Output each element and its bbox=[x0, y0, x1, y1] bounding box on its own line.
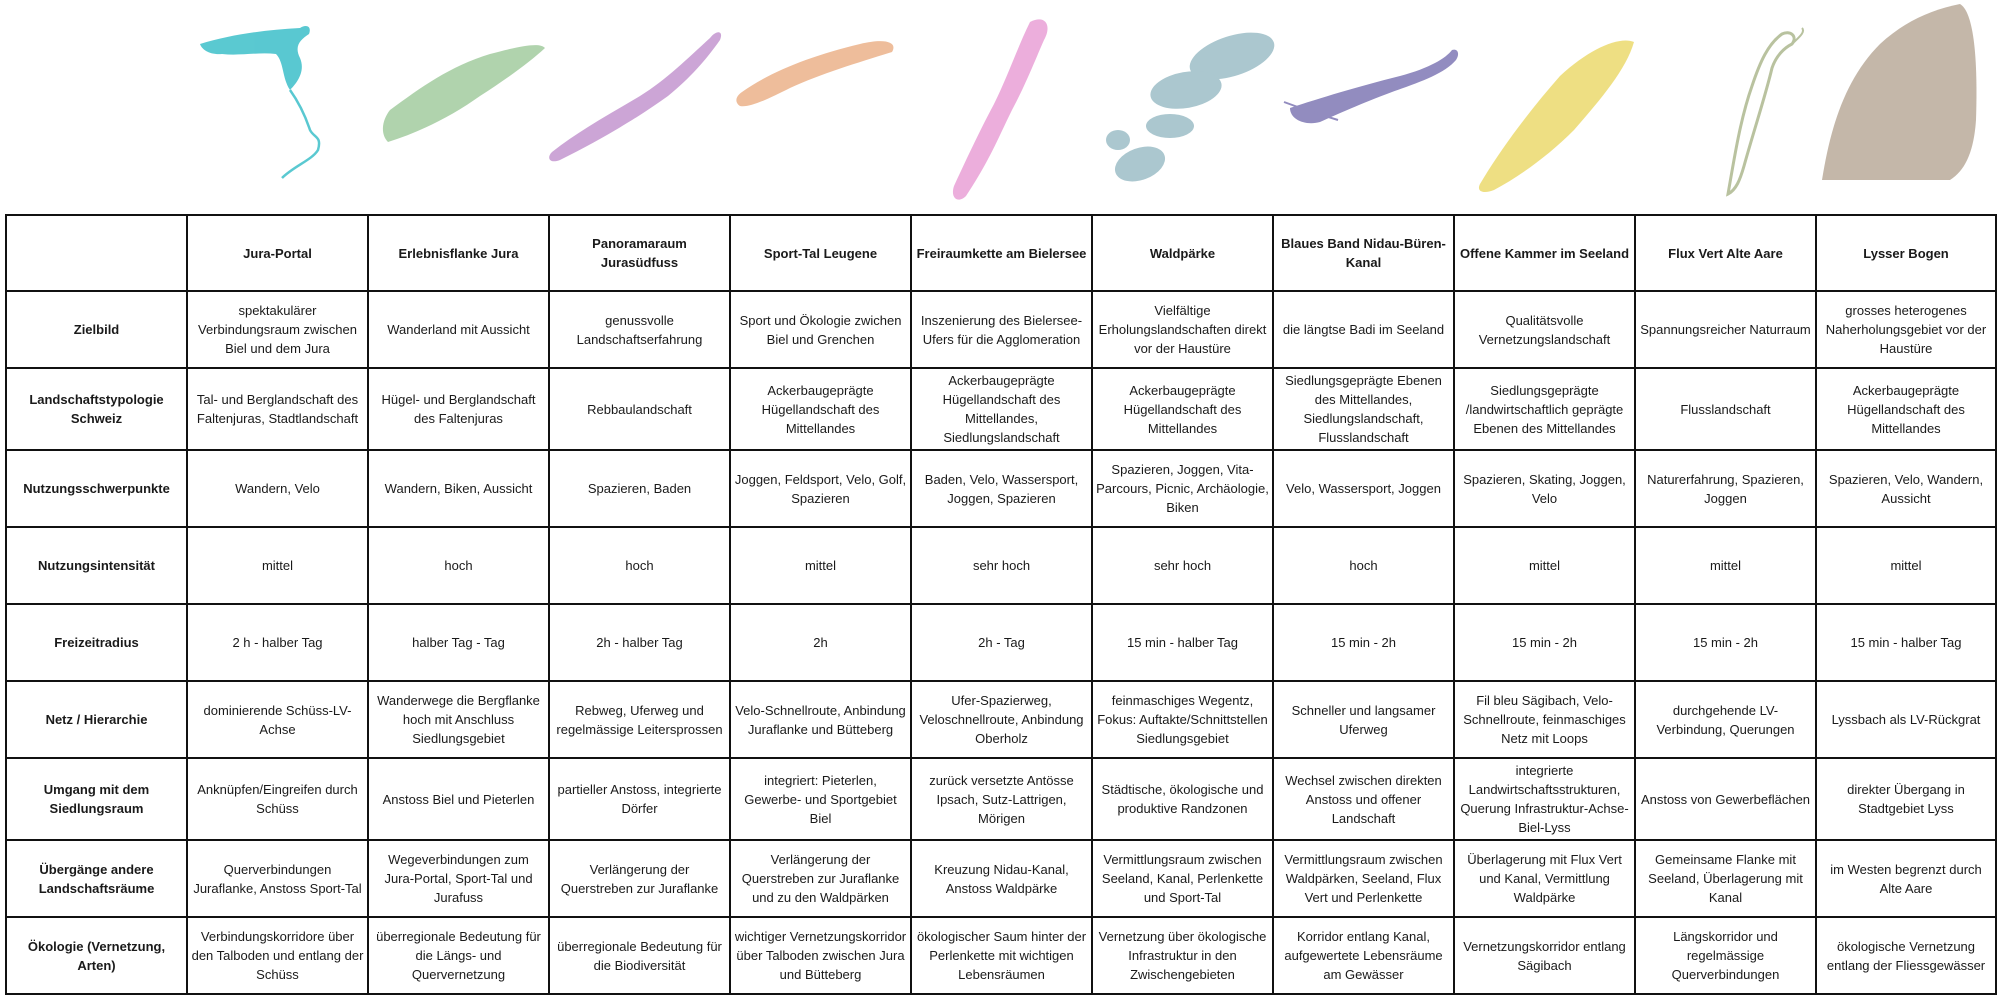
table-cell: Vermittlungsraum zwischen Seeland, Kanal, Perlenkette und Sport-Tal bbox=[1092, 840, 1273, 917]
freiraumkette-shape bbox=[953, 19, 1048, 199]
table-cell: ökologischer Saum hinter der Perlenkette mit wichtigen Lebensräumen bbox=[911, 917, 1092, 994]
landscape-shapes-strip bbox=[0, 0, 2000, 210]
table-cell: partieller Anstoss, integrierte Dörfer bbox=[549, 758, 730, 840]
table-row bbox=[6, 291, 1996, 368]
row-header: Nutzungsintensität bbox=[6, 527, 187, 604]
table-cell: spektakulärer Verbindungsraum zwischen Biel und dem Jura bbox=[187, 291, 368, 368]
table-cell: Vernetzung über ökologische Infrastruktur in den Zwischengebieten bbox=[1092, 917, 1273, 994]
table-cell: hoch bbox=[368, 527, 549, 604]
table-cell: sehr hoch bbox=[911, 527, 1092, 604]
table-row bbox=[6, 527, 1996, 604]
table-cell: Fil bleu Sägibach, Velo-Schnellroute, feinmaschiges Netz mit Loops bbox=[1454, 681, 1635, 758]
table-cell: Spazieren, Velo, Wandern, Aussicht bbox=[1816, 450, 1996, 527]
table-cell: Velo-Schnellroute, Anbindung Juraflanke und Bütteberg bbox=[730, 681, 911, 758]
table-cell: Ackerbaugeprägte Hügellandschaft des Mittellandes bbox=[1092, 368, 1273, 450]
table-cell: Anknüpfen/Eingreifen durch Schüss bbox=[187, 758, 368, 840]
table-cell: überregionale Bedeutung für die Biodiversität bbox=[549, 917, 730, 994]
table-cell: Verlängerung der Querstreben zur Juraflanke bbox=[549, 840, 730, 917]
flux-vert-shape bbox=[1728, 28, 1803, 194]
row-header: Übergänge andere Landschaftsräume bbox=[6, 840, 187, 917]
table-cell: Tal- und Berglandschaft des Faltenjuras, Stadtlandschaft bbox=[187, 368, 368, 450]
table-cell: Ackerbaugeprägte Hügellandschaft des Mittellandes bbox=[730, 368, 911, 450]
table-cell: 2 h - halber Tag bbox=[187, 604, 368, 681]
column-header: Jura-Portal bbox=[187, 215, 368, 291]
table-cell: Spazieren, Skating, Joggen, Velo bbox=[1454, 450, 1635, 527]
row-header: Freizeitradius bbox=[6, 604, 187, 681]
table-cell: Spazieren, Joggen, Vita-Parcours, Picnic, Archäologie, Biken bbox=[1092, 450, 1273, 527]
column-header: Lysser Bogen bbox=[1816, 215, 1996, 291]
table-cell: Wandern, Biken, Aussicht bbox=[368, 450, 549, 527]
table-cell: Rebweg, Uferweg und regelmässige Leitersprossen bbox=[549, 681, 730, 758]
table-row bbox=[6, 917, 1996, 994]
table-cell: Naturerfahrung, Spazieren, Joggen bbox=[1635, 450, 1816, 527]
table-cell: Spannungsreicher Naturraum bbox=[1635, 291, 1816, 368]
table-cell: Spazieren, Baden bbox=[549, 450, 730, 527]
table-cell: 15 min - 2h bbox=[1273, 604, 1454, 681]
row-header: Umgang mit dem Siedlungsraum bbox=[6, 758, 187, 840]
table-cell: dominierende Schüss-LV-Achse bbox=[187, 681, 368, 758]
row-header: Ökologie (Vernetzung, Arten) bbox=[6, 917, 187, 994]
table-cell: Wegeverbindungen zum Jura-Portal, Sport-Tal und Jurafuss bbox=[368, 840, 549, 917]
table-cell: Vielfältige Erholungslandschaften direkt vor der Haustüre bbox=[1092, 291, 1273, 368]
table-cell: Hügel- und Berglandschaft des Faltenjuras bbox=[368, 368, 549, 450]
blaues-band-shape bbox=[1284, 50, 1458, 124]
table-row bbox=[6, 604, 1996, 681]
table-cell: im Westen begrenzt durch Alte Aare bbox=[1816, 840, 1996, 917]
table-cell: Ackerbaugeprägte Hügellandschaft des Mittellandes bbox=[1816, 368, 1996, 450]
row-header: Netz / Hierarchie bbox=[6, 681, 187, 758]
table-cell: wichtiger Vernetzungskorridor über Talboden zwischen Jura und Bütteberg bbox=[730, 917, 911, 994]
table-cell: zurück versetzte Antösse Ipsach, Sutz-Lattrigen, Mörigen bbox=[911, 758, 1092, 840]
sport-tal-shape bbox=[736, 41, 893, 106]
table-cell: Wandern, Velo bbox=[187, 450, 368, 527]
table-cell: Wanderwege die Bergflanke hoch mit Anschluss Siedlungsgebiet bbox=[368, 681, 549, 758]
corner-cell bbox=[6, 215, 187, 291]
table-cell: Korridor entlang Kanal, aufgewertete Lebensräume am Gewässer bbox=[1273, 917, 1454, 994]
table-cell: Rebbaulandschaft bbox=[549, 368, 730, 450]
table-cell: 2h bbox=[730, 604, 911, 681]
table-cell: Baden, Velo, Wassersport, Joggen, Spazieren bbox=[911, 450, 1092, 527]
table-cell: Anstoss Biel und Pieterlen bbox=[368, 758, 549, 840]
table-cell: halber Tag - Tag bbox=[368, 604, 549, 681]
table-cell: Querverbindungen Juraflanke, Anstoss Sport-Tal bbox=[187, 840, 368, 917]
column-header: Freiraumkette am Bielersee bbox=[911, 215, 1092, 291]
table-cell: Qualitätsvolle Vernetzungslandschaft bbox=[1454, 291, 1635, 368]
table-cell: Joggen, Feldsport, Velo, Golf, Spazieren bbox=[730, 450, 911, 527]
table-cell: mittel bbox=[187, 527, 368, 604]
row-header: Landschaftstypologie Schweiz bbox=[6, 368, 187, 450]
table-cell: Städtische, ökologische und produktive Randzonen bbox=[1092, 758, 1273, 840]
table-cell: mittel bbox=[1635, 527, 1816, 604]
table-row bbox=[6, 840, 1996, 917]
table-cell: Vernetzungskorridor entlang Sägibach bbox=[1454, 917, 1635, 994]
table-cell: 15 min - halber Tag bbox=[1816, 604, 1996, 681]
table-cell: integriert: Pieterlen, Gewerbe- und Sportgebiet Biel bbox=[730, 758, 911, 840]
table-cell: Verbindungskorridore über den Talboden und entlang der Schüss bbox=[187, 917, 368, 994]
table-cell: feinmaschiges Wegentz, Fokus: Auftakte/Schnittstellen Siedlungsgebiet bbox=[1092, 681, 1273, 758]
column-header: Flux Vert Alte Aare bbox=[1635, 215, 1816, 291]
table-row bbox=[6, 450, 1996, 527]
table-cell: durchgehende LV-Verbindung, Querungen bbox=[1635, 681, 1816, 758]
table-cell: mittel bbox=[730, 527, 911, 604]
table-cell: Überlagerung mit Flux Vert und Kanal, Vermittlung Waldpärke bbox=[1454, 840, 1635, 917]
table-cell: genussvolle Landschaftserfahrung bbox=[549, 291, 730, 368]
table-cell: Längskorridor und regelmässige Querverbindungen bbox=[1635, 917, 1816, 994]
table-cell: integrierte Landwirtschaftsstrukturen, Querung Infrastruktur-Achse-Biel-Lyss bbox=[1454, 758, 1635, 840]
panoramaraum-shape bbox=[549, 32, 721, 161]
erlebnisflanke-shape bbox=[383, 45, 545, 142]
table-cell: Inszenierung des Bielersee-Ufers für die Agglomeration bbox=[911, 291, 1092, 368]
table-cell: Lyssbach als LV-Rückgrat bbox=[1816, 681, 1996, 758]
table-cell: 15 min - 2h bbox=[1454, 604, 1635, 681]
table-cell: Ufer-Spazierweg, Veloschnellroute, Anbindung Oberholz bbox=[911, 681, 1092, 758]
table-cell: hoch bbox=[549, 527, 730, 604]
table-cell: Wanderland mit Aussicht bbox=[368, 291, 549, 368]
table-row bbox=[6, 368, 1996, 450]
table-cell: Siedlungsgeprägte /landwirtschaftlich geprägte Ebenen des Mittellandes bbox=[1454, 368, 1635, 450]
jura-portal-shape bbox=[200, 26, 319, 178]
table-cell: ökologische Vernetzung entlang der Fliessgewässer bbox=[1816, 917, 1996, 994]
column-header: Panoramaraum Jurasüdfuss bbox=[549, 215, 730, 291]
waldpaerke-shape bbox=[1106, 23, 1280, 188]
table-cell: 2h - Tag bbox=[911, 604, 1092, 681]
table-cell: grosses heterogenes Naherholungsgebiet vor der Haustüre bbox=[1816, 291, 1996, 368]
column-header: Sport-Tal Leugene bbox=[730, 215, 911, 291]
table-cell: mittel bbox=[1454, 527, 1635, 604]
table-cell: 15 min - halber Tag bbox=[1092, 604, 1273, 681]
table-cell: Kreuzung Nidau-Kanal, Anstoss Waldpärke bbox=[911, 840, 1092, 917]
table-cell: sehr hoch bbox=[1092, 527, 1273, 604]
lysser-bogen-shape bbox=[1822, 4, 1976, 180]
table-cell: Flusslandschaft bbox=[1635, 368, 1816, 450]
table-cell: Velo, Wassersport, Joggen bbox=[1273, 450, 1454, 527]
table-cell: Anstoss von Gewerbeflächen bbox=[1635, 758, 1816, 840]
landscape-matrix-table bbox=[5, 214, 1997, 995]
table-cell: Schneller und langsamer Uferweg bbox=[1273, 681, 1454, 758]
column-header: Erlebnisflanke Jura bbox=[368, 215, 549, 291]
table-cell: 2h - halber Tag bbox=[549, 604, 730, 681]
table-cell: hoch bbox=[1273, 527, 1454, 604]
row-header: Nutzungsschwerpunkte bbox=[6, 450, 187, 527]
table-cell: mittel bbox=[1816, 527, 1996, 604]
table-cell: Wechsel zwischen direkten Anstoss und offener Landschaft bbox=[1273, 758, 1454, 840]
offene-kammer-shape bbox=[1479, 40, 1634, 192]
table-cell: Verlängerung der Querstreben zur Juraflanke und zu den Waldpärken bbox=[730, 840, 911, 917]
table-cell: überregionale Bedeutung für die Längs- und Quervernetzung bbox=[368, 917, 549, 994]
table-cell: die längtse Badi im Seeland bbox=[1273, 291, 1454, 368]
table-row bbox=[6, 681, 1996, 758]
column-header: Offene Kammer im Seeland bbox=[1454, 215, 1635, 291]
table-cell: direkter Übergang in Stadtgebiet Lyss bbox=[1816, 758, 1996, 840]
table-cell: 15 min - 2h bbox=[1635, 604, 1816, 681]
table-cell: Gemeinsame Flanke mit Seeland, Überlagerung mit Kanal bbox=[1635, 840, 1816, 917]
row-header: Zielbild bbox=[6, 291, 187, 368]
table-row bbox=[6, 758, 1996, 840]
table-cell: Siedlungsgeprägte Ebenen des Mittellandes, Siedlungslandschaft, Flusslandschaft bbox=[1273, 368, 1454, 450]
table-cell: Vermittlungsraum zwischen Waldpärken, Seeland, Flux Vert und Perlenkette bbox=[1273, 840, 1454, 917]
column-header: Blaues Band Nidau-Büren-Kanal bbox=[1273, 215, 1454, 291]
table-cell: Sport und Ökologie zwichen Biel und Grenchen bbox=[730, 291, 911, 368]
column-header: Waldpärke bbox=[1092, 215, 1273, 291]
table-cell: Ackerbaugeprägte Hügellandschaft des Mittellandes, Siedlungslandschaft bbox=[911, 368, 1092, 450]
